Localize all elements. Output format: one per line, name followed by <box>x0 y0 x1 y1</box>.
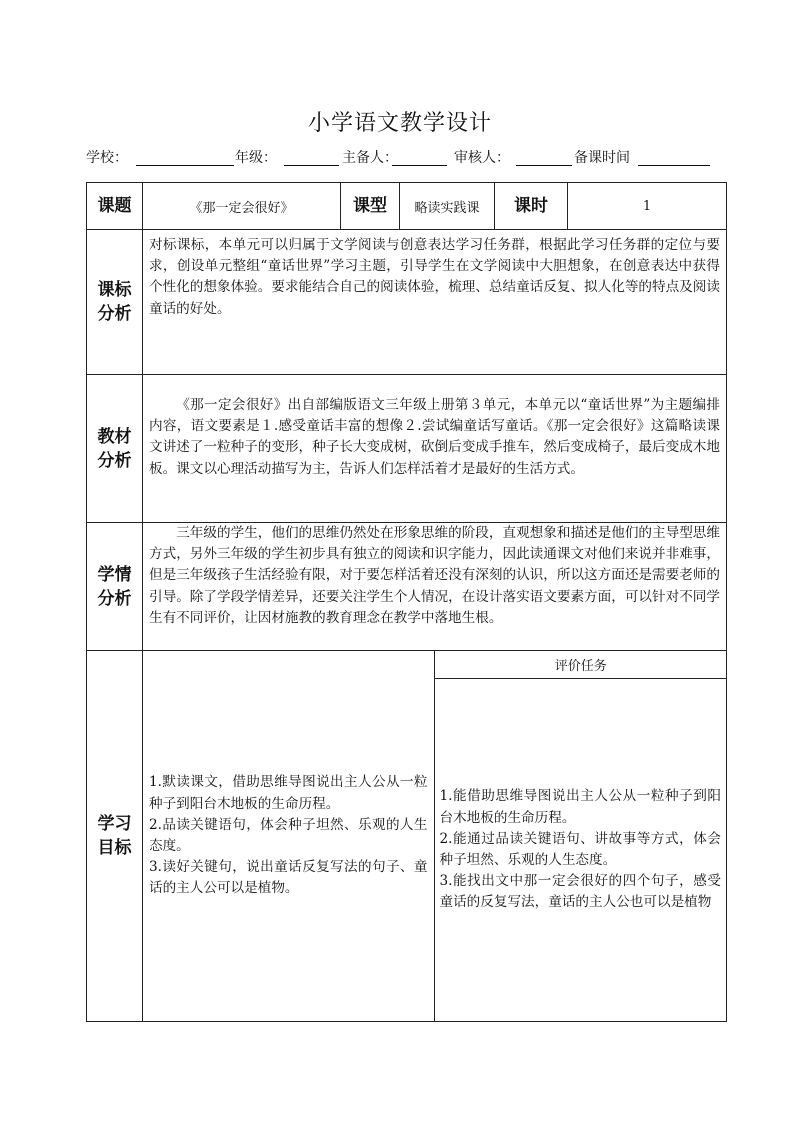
hours-value: 1 <box>568 183 727 230</box>
type-label: 课型 <box>341 183 400 230</box>
reviewer-blank <box>516 165 572 166</box>
preparer-label: 主备人： <box>342 150 398 166</box>
preparer-blank <box>392 165 447 166</box>
goals-inner-table <box>143 651 727 1021</box>
standards-row <box>87 230 727 375</box>
hours-label: 课时 <box>495 183 568 230</box>
school-blank <box>136 165 234 166</box>
material-text: 《那一定会很好》出自部编版语文三年级上册第３单元，本单元以“童话世界”为主题编排内容，语文要素是１.感受童话丰富的想像２.尝试编童话写童话。《那一定会很好》这篇略读课文讲述了一粒种子的变形，种子长大变成树，砍倒后变成手推车，然后变成椅子，最后变成木地板。课文以心理活动描写为主，告诉人们怎样活着才是最好的生活方式。 <box>143 375 727 523</box>
students-row <box>87 523 727 651</box>
grade-blank <box>284 165 339 166</box>
school-label: 学校： <box>86 150 128 166</box>
header-row <box>87 183 727 230</box>
evaluation-item: 3.能找出文中那一定会很好的四个句子，感受童话的反复写法，童话的主人公也可以是植物 <box>439 873 721 911</box>
goals-container <box>143 651 727 1022</box>
evaluation-list <box>434 679 727 1022</box>
meta-line <box>86 147 726 169</box>
topic-label: 课题 <box>87 183 143 230</box>
evaluation-header: 评价任务 <box>434 651 727 679</box>
topic-value: 《那一定会很好》 <box>143 183 341 230</box>
goals-row <box>87 651 727 1022</box>
goals-list <box>143 651 434 1021</box>
students-label: 学情 分析 <box>87 523 143 651</box>
goal-item: 3.读好关键句，说出童话反复写法的句子、童话的主人公可以是植物。 <box>149 859 428 897</box>
lesson-plan-table <box>86 182 727 1022</box>
type-value: 略读实践课 <box>400 183 495 230</box>
grade-label: 年级： <box>235 150 277 166</box>
reviewer-label: 审核人： <box>454 150 510 166</box>
goal-item: 1.默读课文，借助思维导图说出主人公从一粒种子到阳台木地板的生命历程。 <box>149 774 428 812</box>
material-row <box>87 375 727 523</box>
goal-item: 2.品读关键语句，体会种子坦然、乐观的人生态度。 <box>149 816 428 854</box>
standards-text: 对标课标，本单元可以归属于文学阅读与创意表达学习任务群，根据此学习任务群的定位与要求，创设单元整组“童话世界”学习主题，引导学生在文学阅读中大胆想象，在创意表达中获得个性化的想象体验。要求能结合自己的阅读体验，梳理、总结童话反复、拟人化等的特点及阅读童话的好处。 <box>143 230 727 375</box>
goals-label: 学习 目标 <box>87 651 143 1022</box>
material-label: 教材 分析 <box>87 375 143 523</box>
time-blank <box>638 165 710 166</box>
students-text: 三年级的学生，他们的思维仍然处在形象思维的阶段，直观想象和描述是他们的主导型思维方式，另外三年级的学生初步具有独立的阅读和识字能力，因此读通课文对他们来说并非难事，但是三年级孩子生活经验有限，对于要怎样活着还没有深刻的认识，所以这方面还是需要老师的引导。除了学段学情差异，还要关注学生个人情况，在设计落实语文要素方面，可以针对不同学生有不同评价，让因材施教的教育理念在教学中落地生根。 <box>143 523 727 651</box>
evaluation-item: 2.能通过品读关键语句、讲故事等方式，体会种子坦然、乐观的人生态度。 <box>439 830 721 868</box>
standards-label: 课标 分析 <box>87 230 143 375</box>
evaluation-item: 1.能借助思维导图说出主人公从一粒种子到阳台木地板的生命历程。 <box>439 788 721 826</box>
time-label: 备课时间 <box>574 150 630 166</box>
document-title: 小学语文教学设计 <box>307 111 492 136</box>
